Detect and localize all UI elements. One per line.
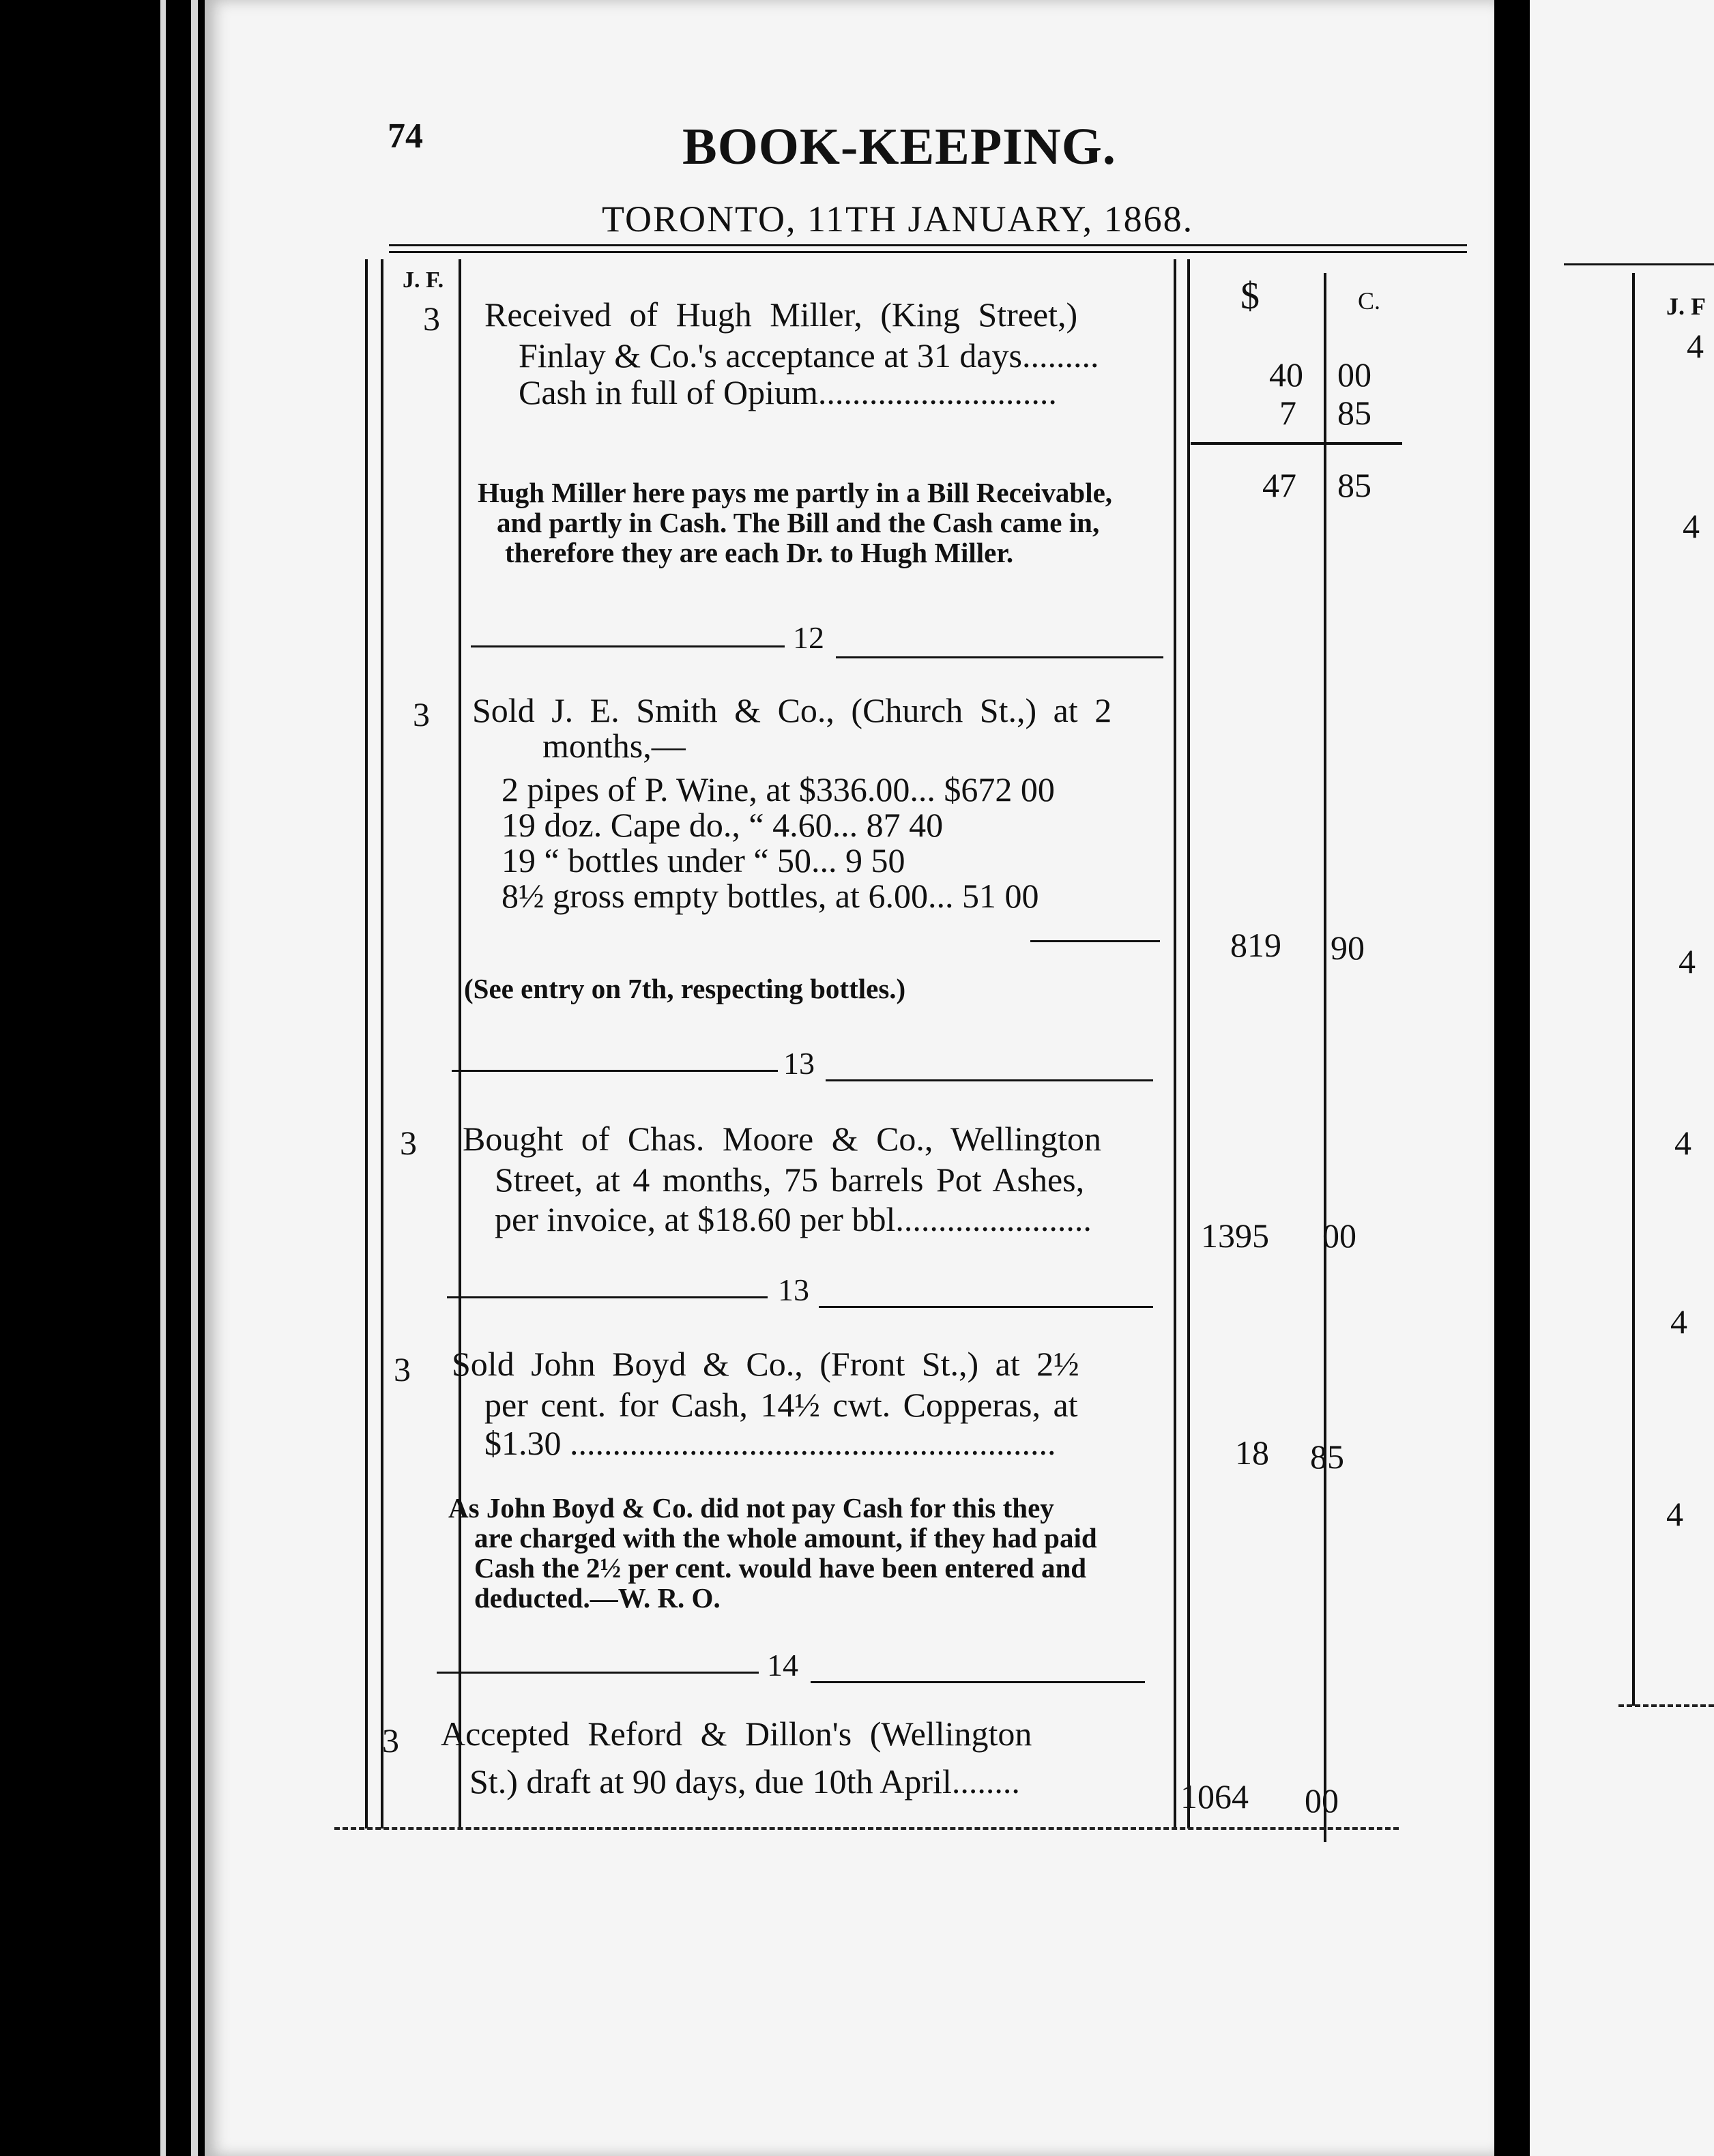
date-rule [819, 1306, 1153, 1308]
text-column-rule [1174, 259, 1176, 1829]
total-dollars: 819 [1230, 926, 1281, 964]
entry-line: per invoice, at $18.60 per bbl....................... [495, 1200, 1092, 1238]
top-rule [389, 244, 1467, 246]
facing-jf: 4 [1687, 327, 1704, 365]
entry-date: 14 [767, 1648, 798, 1682]
jf-column-header: J. F. [403, 267, 444, 293]
total-dollars: 18 [1235, 1433, 1269, 1472]
total-dollars: 47 [1262, 466, 1296, 504]
entry-line: St.) draft at 90 days, due 10th April........ [469, 1762, 1020, 1801]
amount-dollars: 7 [1279, 394, 1296, 432]
entry-line: months,— [542, 727, 686, 765]
entry-line: 2 pipes of P. Wine, at $336.00... $672 00 [502, 770, 1055, 808]
entry-jf: 3 [382, 1721, 399, 1760]
entry-line: $1.30 ......................................................... [484, 1424, 1056, 1462]
total-cents: 90 [1331, 929, 1365, 967]
text-column-rule [1187, 259, 1190, 1829]
date-rule [471, 645, 785, 647]
total-dollars: 1064 [1180, 1777, 1249, 1816]
entry-note: deducted.—W. R. O. [474, 1582, 721, 1614]
entry-date: 13 [783, 1046, 815, 1081]
facing-page [1530, 0, 1714, 2156]
entry-jf: 3 [394, 1350, 411, 1388]
dollars-column-header: $ [1240, 275, 1260, 317]
date-rule [437, 1672, 759, 1674]
total-cents: 85 [1337, 466, 1371, 504]
subtotal-rule [1191, 442, 1402, 445]
left-margin-rule [365, 259, 368, 1829]
entry-note: and partly in Cash. The Bill and the Cash came in, [497, 507, 1100, 538]
entry-line: per cent. for Cash, 14½ cwt. Copperas, at [484, 1386, 1078, 1424]
entry-note: Hugh Miller here pays me partly in a Bill Receivable, [478, 477, 1113, 508]
total-cents: 85 [1310, 1438, 1344, 1476]
entry-line: Finlay & Co.'s acceptance at 31 days......... [519, 336, 1099, 375]
dollars-column-rule [1324, 273, 1326, 1842]
facing-jf: 4 [1679, 942, 1696, 980]
top-rule [389, 251, 1467, 253]
entry-line: Bought of Chas. Moore & Co., Wellington [463, 1120, 1101, 1158]
total-cents: 00 [1322, 1217, 1356, 1255]
page-gutter [1494, 0, 1530, 2156]
facing-jf: 4 [1666, 1495, 1683, 1533]
cents-column-header: C. [1358, 287, 1381, 315]
page-subtitle: TORONTO, 11TH JANUARY, 1868. [602, 199, 1194, 239]
jf-column-header: J. F [1666, 293, 1706, 320]
facing-jf: 4 [1670, 1302, 1687, 1341]
page-number: 74 [388, 117, 423, 156]
bottom-rule [334, 1827, 1399, 1830]
entry-line: Received of Hugh Miller, (King Street,) [484, 295, 1078, 334]
date-rule [452, 1070, 778, 1072]
amount-cents: 00 [1337, 355, 1371, 394]
book-page [205, 0, 1494, 2156]
facing-jf: 4 [1674, 1124, 1691, 1162]
entry-line: Cash in full of Opium............................ [519, 373, 1057, 411]
entry-line: Accepted Reford & Dillon's (Wellington [441, 1715, 1032, 1753]
date-rule [826, 1079, 1153, 1081]
entry-note: are charged with the whole amount, if they had paid [474, 1522, 1097, 1554]
entry-date: 12 [793, 620, 824, 655]
entry-line: Sold John Boyd & Co., (Front St.,) at 2½ [452, 1345, 1079, 1383]
date-rule [447, 1296, 768, 1298]
entry-note: therefore they are each Dr. to Hugh Miller. [505, 537, 1014, 568]
total-dollars: 1395 [1201, 1217, 1269, 1255]
entry-jf: 3 [423, 300, 440, 338]
entry-jf: 3 [400, 1124, 417, 1162]
entry-line: 19 “ bottles under “ 50... 9 50 [502, 841, 905, 879]
top-rule [1564, 263, 1714, 265]
facing-jf: 4 [1683, 507, 1700, 545]
spine-stripe [160, 0, 166, 2156]
entry-line: 8½ gross empty bottles, at 6.00... 51 00 [502, 877, 1039, 915]
entry-note: As John Boyd & Co. did not pay Cash for this they [448, 1492, 1054, 1524]
entry-line: Street, at 4 months, 75 barrels Pot Ashes, [495, 1161, 1085, 1199]
entry-note: Cash the 2½ per cent. would have been entered and [474, 1552, 1087, 1584]
amount-cents: 85 [1337, 394, 1371, 432]
entry-line: Sold J. E. Smith & Co., (Church St.,) at 2 [472, 691, 1112, 729]
entry-line: 19 doz. Cape do., “ 4.60... 87 40 [502, 806, 944, 844]
entry-note: (See entry on 7th, respecting bottles.) [464, 973, 906, 1004]
entry-jf: 3 [413, 695, 430, 733]
subtotal-rule [1030, 940, 1160, 942]
amount-dollars: 40 [1269, 355, 1303, 394]
page-title: BOOK-KEEPING. [682, 118, 1116, 175]
spine-stripe [191, 0, 198, 2156]
bottom-rule [1618, 1704, 1714, 1707]
book-spine [0, 0, 232, 2156]
total-cents: 00 [1305, 1781, 1339, 1820]
date-rule [811, 1681, 1145, 1683]
date-rule [836, 656, 1163, 658]
jf-column-rule [1632, 273, 1635, 1706]
entry-date: 13 [778, 1272, 809, 1307]
left-margin-rule [381, 259, 383, 1829]
jf-column-rule [459, 259, 461, 1829]
